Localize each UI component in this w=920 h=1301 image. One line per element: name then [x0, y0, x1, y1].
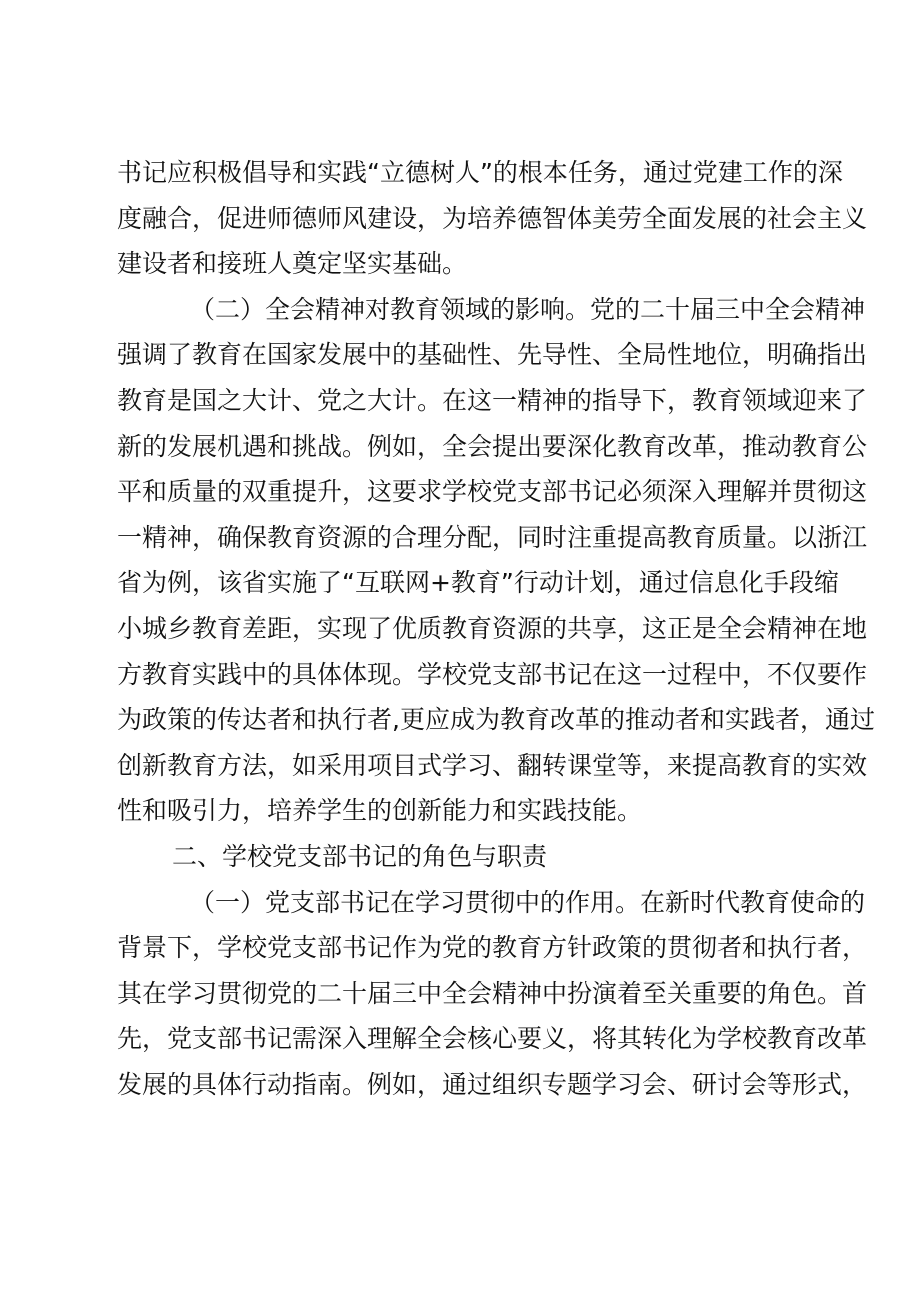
paragraph-2-line-12: 性和吸引力，培养学生的创新能力和实践技能。 — [117, 796, 643, 826]
document-body — [117, 150, 875, 1107]
section-heading: 二、学校党支部书记的角色与职责 — [172, 841, 548, 871]
paragraph-3-line-5: 发展的具体行动指南。例如，通过组织专题学习会、研讨会等形式， — [117, 1069, 868, 1099]
paragraph-2-line-6: 一精神，确保教育资源的合理分配，同时注重提高教育质量。以浙江 — [117, 522, 868, 552]
paragraph-1-line-3: 建设者和接班人奠定坚实基础。 — [117, 249, 468, 279]
paragraph-2-line-10: 为政策的传达者和执行者,更应成为教育改革的推动者和实践者，通过 — [117, 705, 875, 735]
paragraph-2-line-1: （二）全会精神对教育领域的影响。党的二十届三中全会精神 — [190, 294, 866, 324]
paragraph-2-line-8: 小城乡教育差距，实现了优质教育资源的共享，这正是全会精神在地 — [117, 613, 868, 643]
paragraph-1-line-2: 度融合，促进师德师风建设，为培养德智体美劳全面发展的社会主义 — [117, 203, 868, 233]
paragraph-3-line-1: （一）党支部书记在学习贯彻中的作用。在新时代教育使命的 — [190, 887, 866, 917]
paragraph-2-line-7: 省为例，该省实施了“互联网+教育”行动计划，通过信息化手段缩 — [117, 568, 839, 598]
paragraph-2-line-2: 强调了教育在国家发展中的基础性、先导性、全局性地位，明确指出 — [117, 340, 868, 370]
paragraph-2-line-5: 平和质量的双重提升，这要求学校党支部书记必须深入理解并贯彻这 — [117, 477, 868, 507]
paragraph-2-line-4: 新的发展机遇和挑战。例如，全会提出要深化教育改革，推动教育公 — [117, 431, 868, 461]
paragraph-3-line-3: 其在学习贯彻党的二十届三中全会精神中扮演着至关重要的角色。首 — [117, 978, 868, 1008]
paragraph-2-line-9: 方教育实践中的具体体现。学校党支部书记在这一过程中，不仅要作 — [117, 659, 868, 689]
paragraph-2-line-11: 创新教育方法，如采用项目式学习、翻转课堂等，来提高教育的实效 — [117, 750, 868, 780]
paragraph-1-line-1: 书记应积极倡导和实践“立德树人”的根本任务，通过党建工作的深 — [117, 158, 843, 187]
paragraph-2-line-3: 教育是国之大计、党之大计。在这一精神的指导下，教育领域迎来了 — [117, 385, 868, 415]
paragraph-3-line-4: 先，党支部书记需深入理解全会核心要义，将其转化为学校教育改革 — [117, 1024, 868, 1054]
paragraph-3-line-2: 背景下，学校党支部书记作为党的教育方针政策的贯彻者和执行者， — [117, 933, 868, 963]
